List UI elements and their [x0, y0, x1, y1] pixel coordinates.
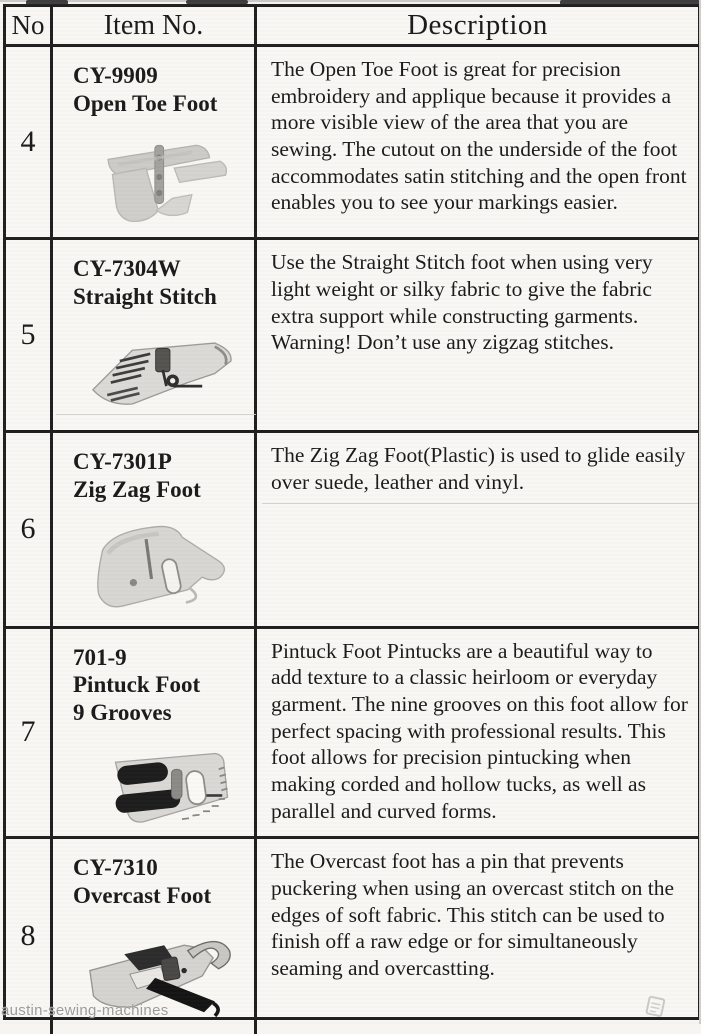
zig-zag-foot-photo [77, 512, 245, 626]
row-number: 7 [6, 629, 53, 840]
description-cell [257, 47, 698, 240]
paper-crease [56, 414, 256, 415]
description-text: The Zig Zag Foot(Plastic) is used to glide easily over suede, leather and vinyl. [271, 443, 686, 495]
description-text: Pintuck Foot Pintucks are a beautiful way to add texture to a classic heirloom or everyday garment. The nine grooves on this foot allow for perfect spacing with professional results. This foot allows for precision pintucking when making corded and hollow tucks, as well as parallel and curved forms. [271, 638, 688, 823]
item-cell [53, 629, 257, 840]
item-name: 9 Grooves [73, 699, 172, 725]
description-cell [257, 433, 698, 628]
open-toe-foot-photo [86, 125, 236, 237]
product-table [3, 4, 701, 1020]
description-cell [257, 240, 698, 433]
header-no: No [6, 7, 53, 47]
item-code: CY-7304W [73, 256, 181, 282]
item-name: Open Toe Foot [73, 90, 218, 116]
watermark-text: austin-sewing-machines [1, 1002, 169, 1019]
description-text: The Open Toe Foot is great for precision embroidery and applique because it provides a more visible view of the area that you are sewing. The cutout on the underside of the foot accommodates satin stitching and the open front enables you to see your markings easier. [271, 57, 687, 215]
item-name: Straight Stitch [73, 283, 217, 309]
description-cell [257, 839, 698, 1033]
header-item-no: Item No. [53, 7, 257, 47]
item-code: CY-7310 [73, 855, 158, 881]
item-cell [53, 433, 257, 628]
item-name: Pintuck Foot [73, 672, 201, 698]
row-number: 8 [6, 839, 53, 1033]
item-name: Zig Zag Foot [73, 476, 201, 502]
pintuck-foot-photo [91, 734, 231, 836]
item-code: CY-7301P [73, 449, 172, 475]
description-text: Use the Straight Stitch foot when using very light weight or silky fabric to give the fabric extra support while constructing garments. Warning! Don’t use any zigzag stitches. [271, 250, 653, 355]
scan-smudge [26, 0, 68, 5]
item-cell [53, 47, 257, 240]
row-number: 6 [6, 433, 53, 628]
row-number: 5 [6, 240, 53, 433]
item-code: 701-9 [73, 644, 127, 670]
scan-smudge [560, 0, 700, 5]
description-text: The Overcast foot has a pin that prevents puckering when using an overcast stitch on the edges of soft fabric. This stitch can be used to finish off a raw edge or for simultaneously seaming and overcastting. [271, 849, 675, 980]
paper-crease [262, 503, 698, 504]
description-cell [257, 629, 698, 840]
row-number: 4 [6, 47, 53, 240]
item-cell [53, 240, 257, 433]
item-code: CY-9909 [73, 63, 158, 88]
header-description: Description [257, 7, 698, 47]
item-name: Overcast Foot [73, 882, 212, 908]
scan-smudge [186, 0, 248, 4]
